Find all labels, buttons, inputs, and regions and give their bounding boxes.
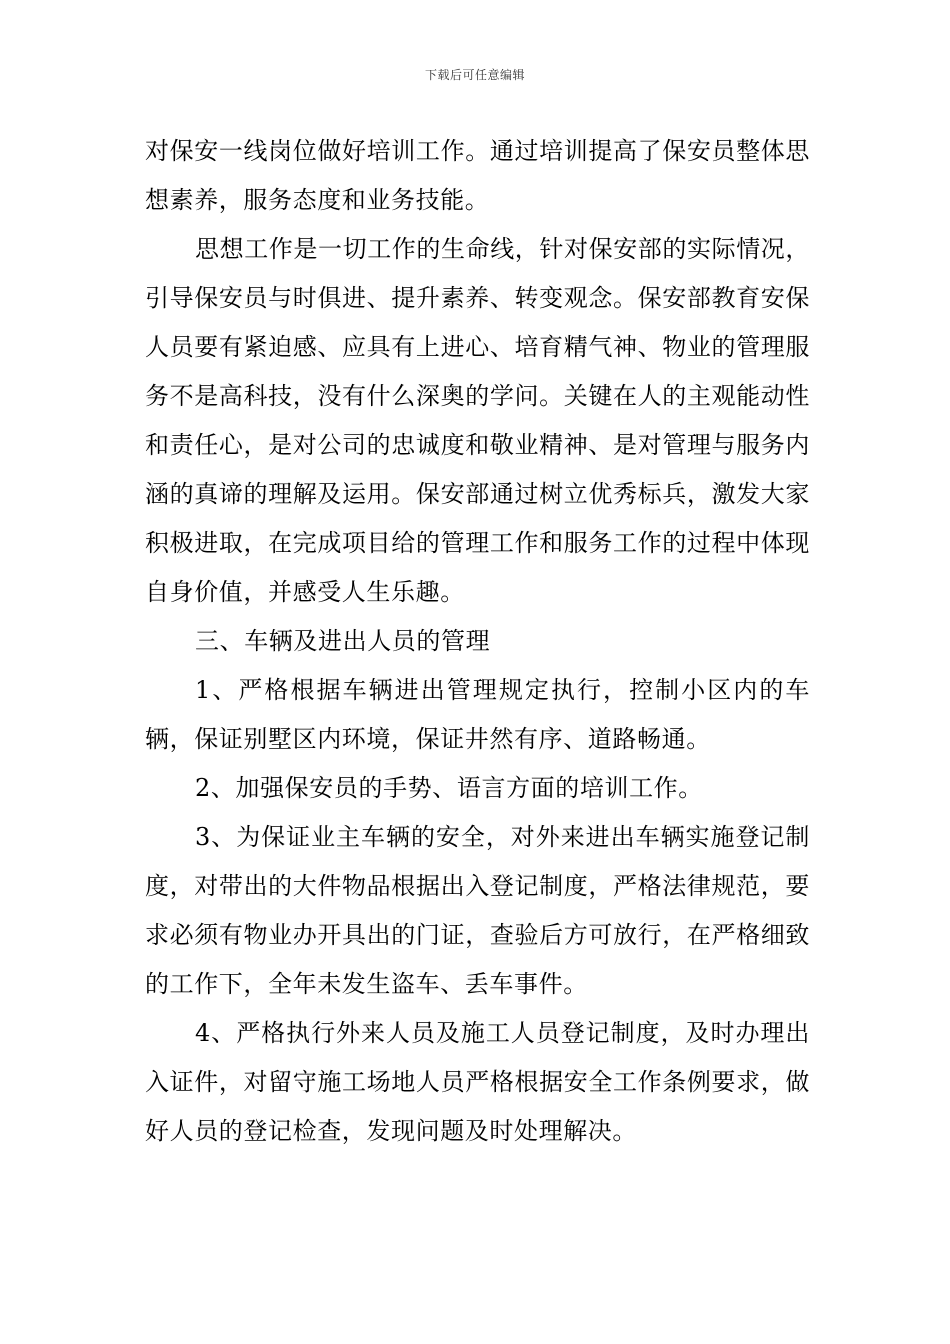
- list-item-2: 2、加强保安员的手势、语言方面的培训工作。: [195, 774, 703, 802]
- list-item-1: 1、严格根据车辆进出管理规定执行，控制小区内的车辆，保证别墅区内环境，保证井然有序、道路畅通。: [145, 676, 810, 753]
- paragraph-training-continuation: 对保安一线岗位做好培训工作。通过培训提高了保安员整体思想素养，服务态度和业务技能。: [145, 137, 810, 214]
- section-heading-vehicle-management: 三、车辆及进出人员的管理: [195, 627, 491, 655]
- paragraph-ideological-work: 思想工作是一切工作的生命线，针对保安部的实际情况，引导保安员与时俱进、提升素养、转变观念。保安部教育安保人员要有紧迫感、应具有上进心、培育精气神、物业的管理服务不是高科技，没有什么深奥的学问。关键在人的主观能动性和责任心，是对公司的忠诚度和敬业精神、是对管理与服务内涵的真谛的理解及运用。保安部通过树立优秀标兵，激发大家积极进取，在完成项目给的管理工作和服务工作的过程中体现自身价值，并感受人生乐趣。: [145, 235, 810, 606]
- list-item-3: 3、为保证业主车辆的安全，对外来进出车辆实施登记制度，对带出的大件物品根据出入登记制度，严格法律规范，要求必须有物业办开具出的门证，查验后方可放行，在严格细致的工作下，全年未发生盗车、丢车事件。: [145, 823, 810, 998]
- list-item-4: 4、严格执行外来人员及施工人员登记制度，及时办理出入证件，对留守施工场地人员严格根据安全工作条例要求，做好人员的登记检查，发现问题及时处理解决。: [145, 1019, 810, 1145]
- document-body: [145, 127, 810, 1156]
- page-header-note: 下载后可任意编辑: [424, 68, 525, 82]
